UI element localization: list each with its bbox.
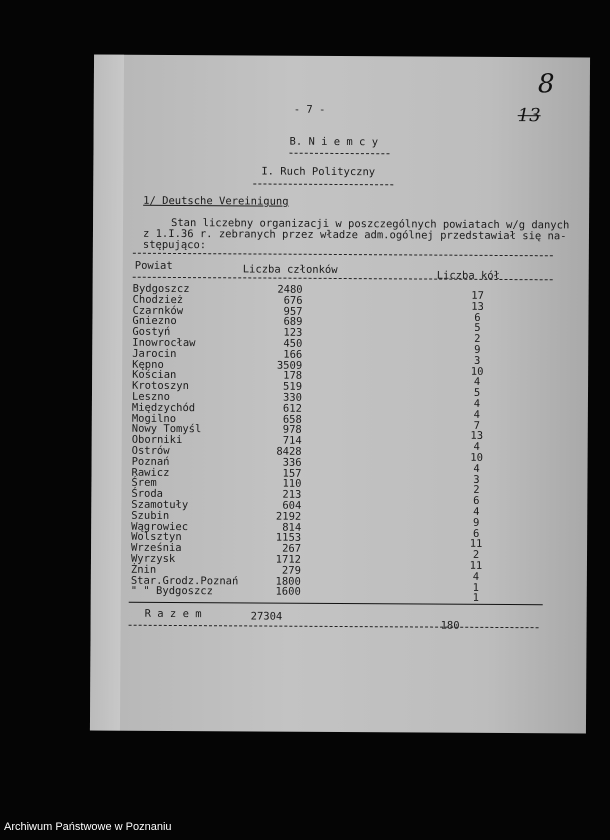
member-count: 658 (282, 413, 302, 426)
member-count: 714 (282, 434, 302, 447)
table-rule (129, 625, 539, 629)
member-count: 123 (283, 326, 303, 339)
district-name: Bydgoszcz (132, 282, 190, 296)
district-name: Star.Grodz.Poznań (130, 574, 239, 587)
member-count: 8428 (276, 445, 302, 458)
circle-count: 9 (473, 516, 480, 529)
archive-footer: Archiwum Państwowe w Poznaniu (4, 821, 172, 833)
district-name: Ostrów (131, 444, 170, 457)
circle-count: 6 (473, 495, 480, 508)
member-count: 336 (282, 456, 302, 469)
district-name: Szubin (131, 509, 170, 522)
member-count: 178 (283, 370, 303, 383)
intro-text: z 1.I.36 r. zebranych przez władze adm.ogólnej przedstawiał się na- (142, 227, 567, 243)
circle-count: 13 (471, 300, 484, 313)
circle-count: 9 (474, 343, 481, 356)
district-name: Jarocin (132, 347, 177, 360)
district-name: Międzychód (131, 401, 196, 414)
document-page (90, 54, 590, 733)
district-name: Szamotuły (131, 498, 189, 512)
district-name: " " Bydgoszcz (130, 585, 214, 598)
member-count: 519 (283, 380, 303, 393)
divider (253, 183, 393, 185)
table-row (130, 585, 561, 605)
member-count: 612 (282, 402, 302, 415)
circle-count: 4 (473, 462, 480, 475)
member-count: 110 (282, 478, 302, 491)
district-name: Środa (131, 487, 164, 501)
circle-count: 6 (474, 311, 481, 324)
district-name: Mogilno (131, 412, 177, 425)
circle-count: 2 (473, 484, 480, 497)
district-name: Wągrowiec (131, 520, 189, 533)
circle-count: 1 (472, 592, 479, 605)
district-name: Poznań (131, 455, 170, 468)
circle-count: 10 (470, 451, 483, 464)
district-name: Września (131, 541, 182, 555)
intro-text: stępująco: (142, 238, 207, 252)
page-number: - 7 - (293, 103, 326, 116)
circle-count: 2 (472, 549, 480, 562)
total-label: R a z e m (144, 607, 202, 621)
member-count: 2480 (277, 283, 303, 296)
member-count: 3509 (276, 359, 303, 372)
total-circles: 180 (440, 619, 460, 632)
header-powiat: Powiat (134, 259, 173, 272)
subsection-title: I. Ruch Polityczny (261, 165, 376, 179)
district-name: Śrem (131, 477, 157, 490)
member-count: 1800 (275, 575, 301, 588)
circle-count: 10 (470, 365, 484, 378)
member-count: 978 (282, 424, 302, 437)
section-title: B. N i e m c y (289, 135, 379, 149)
member-count: 604 (282, 499, 302, 512)
district-name: Oborniki (131, 433, 183, 447)
district-name: Leszno (131, 390, 170, 403)
circle-count: 4 (473, 441, 480, 454)
intro-text: Stan liczebny organizacji w poszczególnych powiatach w/g danych (171, 216, 570, 232)
circle-count: 5 (473, 387, 481, 400)
member-count: 1600 (275, 586, 301, 599)
district-name: Kępno (132, 358, 164, 371)
member-count: 279 (281, 564, 301, 577)
member-count: 2192 (275, 510, 302, 523)
circle-count: 11 (469, 559, 483, 572)
header-members: Liczba członków (242, 263, 338, 276)
member-count: 267 (282, 542, 302, 555)
circle-count: 4 (472, 570, 480, 583)
circle-count: 17 (471, 289, 484, 302)
header-circles: Liczba kół (436, 269, 500, 282)
circle-count: 11 (469, 538, 483, 551)
circle-count: 4 (473, 376, 481, 389)
archive-number: 8 (537, 69, 555, 100)
district-name: Gniezno (132, 315, 177, 328)
district-name: Nowy Tomyśl (131, 423, 202, 436)
total-members: 27304 (250, 610, 283, 623)
circle-count: 4 (473, 505, 480, 518)
circle-count: 2 (474, 333, 481, 346)
member-count: 1153 (275, 532, 302, 545)
member-count: 814 (282, 521, 302, 534)
member-count: 689 (283, 316, 303, 329)
member-count: 450 (283, 337, 303, 350)
district-name: Wolsztyn (131, 531, 182, 544)
page-edge (90, 54, 124, 730)
heading: 1/ Deutsche Vereinigung (143, 194, 289, 208)
circle-count: 7 (473, 419, 481, 432)
district-name: Rawicz (131, 466, 170, 479)
circle-count: 1 (472, 581, 480, 594)
district-name: Żnin (130, 563, 157, 576)
crossed-number: 13 (517, 105, 541, 127)
circle-count: 13 (470, 430, 484, 443)
member-count: 166 (283, 348, 303, 361)
circle-count: 3 (473, 354, 481, 367)
district-name: Gostyń (132, 325, 171, 339)
member-count: 330 (282, 391, 303, 404)
district-name: Wyrzysk (130, 552, 176, 565)
district-name: Chodzież (132, 293, 184, 306)
district-name: Inowrocław (132, 336, 196, 350)
district-name: Czarnków (132, 304, 184, 317)
member-count: 957 (283, 305, 303, 318)
circle-count: 5 (474, 322, 481, 335)
district-name: Krotoszyn (132, 379, 189, 393)
table-rule (133, 253, 553, 257)
member-count: 157 (282, 467, 302, 480)
divider (289, 153, 389, 155)
member-count: 213 (282, 488, 302, 501)
member-count: 676 (283, 294, 303, 307)
circle-count: 6 (472, 527, 480, 540)
circle-count: 4 (473, 408, 481, 421)
circle-count: 4 (473, 397, 481, 410)
circle-count: 3 (473, 473, 480, 486)
member-count: 1712 (275, 553, 302, 566)
district-name: Kościan (132, 369, 177, 382)
